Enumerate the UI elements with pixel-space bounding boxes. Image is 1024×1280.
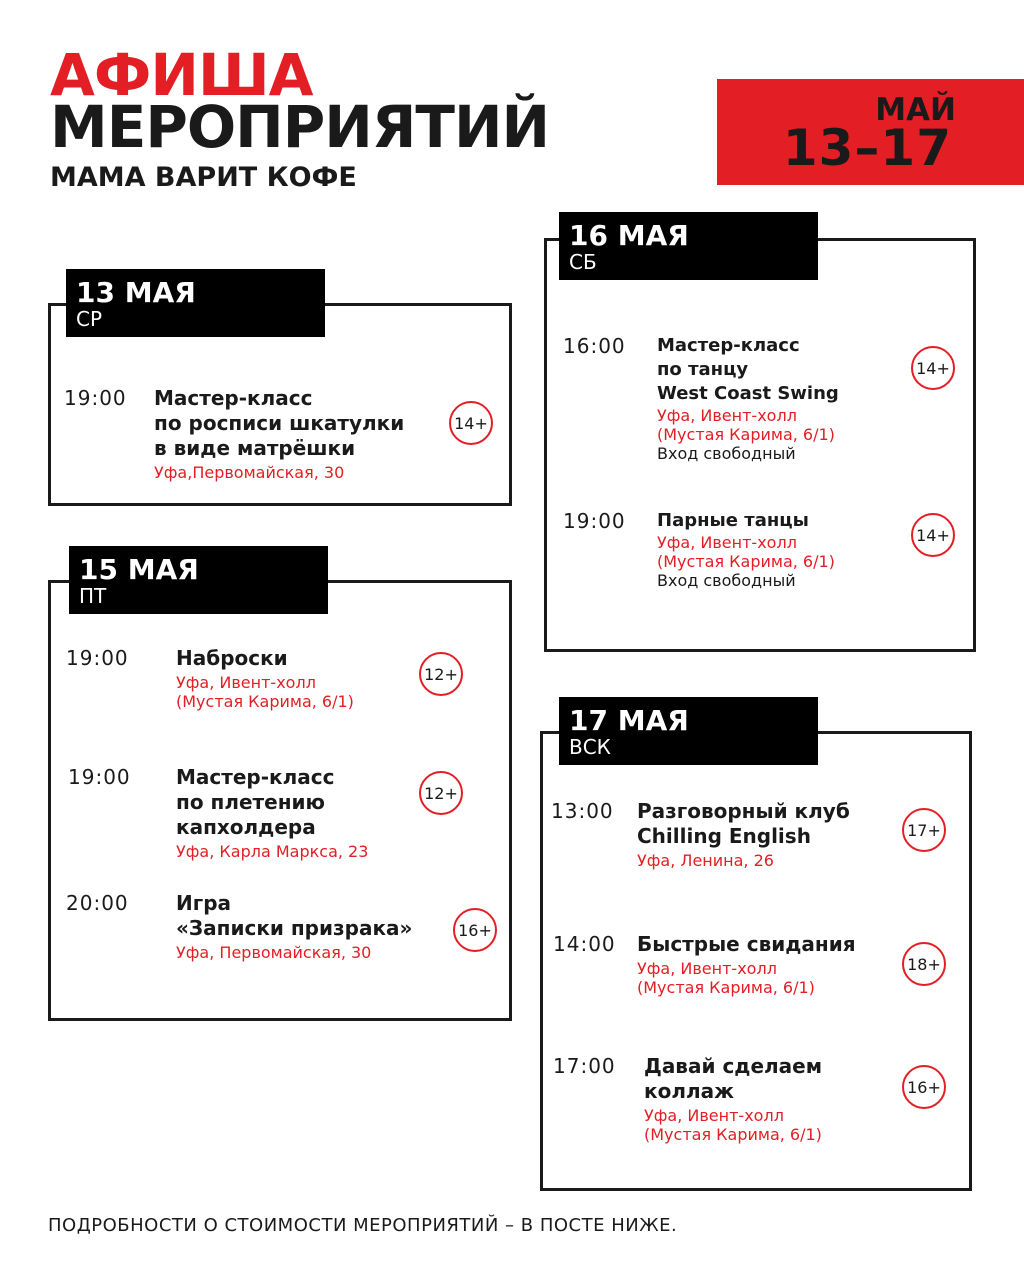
day-date: 16 МАЯ [569, 219, 689, 252]
day-date: 15 МАЯ [79, 553, 199, 586]
event-title: Игра «Записки призрака» [176, 891, 413, 940]
venue-name: МАМА ВАРИТ КОФЕ [50, 162, 357, 193]
age-rating-badge: 12+ [419, 652, 463, 696]
day-header-15 [69, 546, 328, 614]
event-address: Уфа, Первомайская, 30 [176, 943, 372, 962]
day-weekday: ВСК [569, 735, 611, 759]
day-date: 17 МАЯ [569, 704, 689, 737]
event-address: Уфа, Ивент-холл (Мустая Карима, 6/1) [644, 1106, 822, 1144]
event-time: 20:00 [66, 891, 129, 915]
age-rating-badge: 16+ [453, 908, 497, 952]
event-time: 17:00 [553, 1054, 616, 1078]
event-address: Уфа,Первомайская, 30 [154, 463, 345, 482]
event-title: Парные танцы [657, 510, 809, 531]
date-range-banner [717, 79, 1024, 185]
pricing-footnote: ПОДРОБНОСТИ О СТОИМОСТИ МЕРОПРИЯТИЙ – В ПОСТЕ НИЖЕ. [48, 1215, 678, 1236]
event-time: 19:00 [68, 765, 131, 789]
age-rating-badge: 18+ [902, 942, 946, 986]
event-address: Уфа, Ивент-холл (Мустая Карима, 6/1) [657, 406, 835, 444]
event-address: Уфа, Ивент-холл (Мустая Карима, 6/1) [637, 959, 815, 997]
poster-title-line2: МЕРОПРИЯТИЙ [50, 93, 550, 161]
day-header-16 [559, 212, 818, 280]
event-title: Мастер-класс по росписи шкатулки в виде матрёшки [154, 386, 405, 460]
age-rating-badge: 14+ [911, 346, 955, 390]
event-title: Давай сделаем коллаж [644, 1054, 823, 1103]
event-address: Уфа, Карла Маркса, 23 [176, 842, 369, 861]
age-rating-badge: 16+ [902, 1065, 946, 1109]
age-rating-badge: 12+ [419, 771, 463, 815]
day-weekday: СБ [569, 250, 597, 274]
event-note: Вход свободный [657, 444, 796, 463]
age-rating-badge: 17+ [902, 808, 946, 852]
day-date: 13 МАЯ [76, 276, 196, 309]
event-address: Уфа, Ленина, 26 [637, 851, 774, 870]
poster-title-line1: АФИША [50, 41, 313, 109]
age-rating-badge: 14+ [911, 513, 955, 557]
event-time: 14:00 [553, 932, 616, 956]
day-weekday: ПТ [79, 584, 107, 608]
event-title: Разговорный клуб Chilling English [637, 799, 850, 848]
event-title: Наброски [176, 646, 288, 670]
event-title: Мастер-класс по танцу West Coast Swing [657, 335, 839, 404]
event-title: Мастер-класс по плетению капхолдера [176, 765, 335, 839]
day-weekday: СР [76, 307, 103, 331]
day-header-17 [559, 697, 818, 765]
day-header-13 [66, 269, 325, 337]
event-note: Вход свободный [657, 571, 796, 590]
event-time: 16:00 [563, 334, 626, 358]
event-address: Уфа, Ивент-холл (Мустая Карима, 6/1) [176, 673, 354, 711]
event-time: 19:00 [64, 386, 127, 410]
event-address: Уфа, Ивент-холл (Мустая Карима, 6/1) [657, 533, 835, 571]
event-time: 13:00 [551, 799, 614, 823]
age-rating-badge: 14+ [449, 401, 493, 445]
event-time: 19:00 [66, 646, 129, 670]
event-title: Быстрые свидания [637, 932, 856, 956]
banner-dates: 13–17 [782, 119, 952, 177]
event-time: 19:00 [563, 509, 626, 533]
banner-month: МАЙ [875, 92, 956, 128]
